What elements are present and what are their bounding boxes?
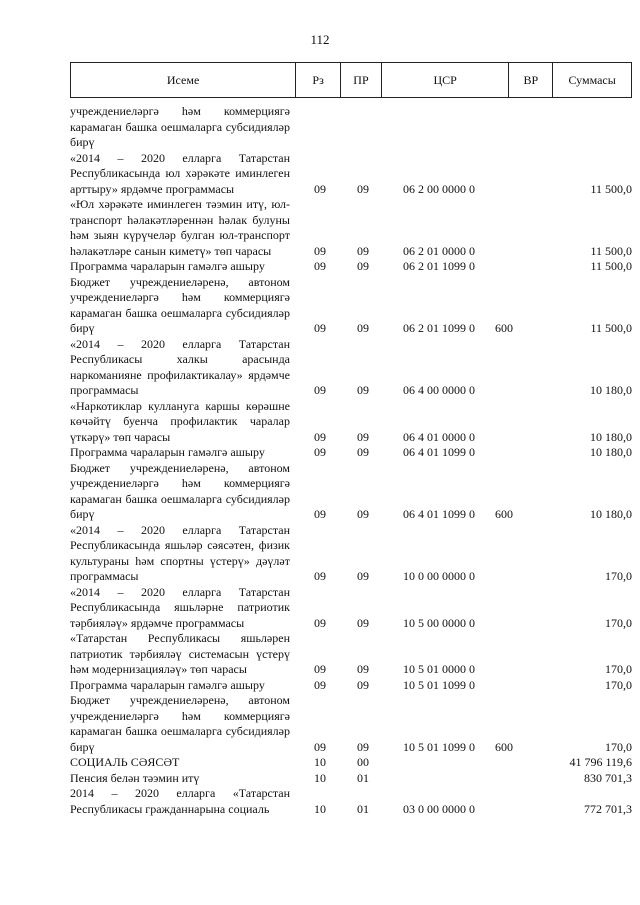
table-row	[70, 197, 632, 259]
table-row	[70, 151, 632, 198]
row-sum: 10 180,0	[590, 507, 632, 521]
row-name: «2014 – 2020 елларга Татарстан Республикасында юл хәрәкәте иминлеген арттыру» ярдәмче программасы	[70, 150, 290, 196]
header-name: Исеме	[71, 63, 296, 97]
table-row	[70, 523, 632, 585]
row-pr: 00	[357, 755, 369, 769]
table-row	[70, 337, 632, 399]
row-vr: 600	[495, 739, 513, 754]
row-name: 2014 – 2020 елларга «Татарстан Республикасы гражданнарына социаль	[70, 786, 290, 816]
row-name: «2014 – 2020 елларга Татарстан Республикасында яшьләрне патриотик тәрбияләү» ярдәмче программасы	[70, 584, 290, 630]
row-sum: 11 500,0	[590, 321, 632, 335]
row-sum: 170,0	[605, 677, 632, 692]
row-sum: 170,0	[605, 662, 632, 676]
row-pr: 09	[357, 181, 369, 196]
row-pr: 09	[357, 507, 369, 521]
row-name: «2014 – 2020 елларга Татарстан Республикасы халкы арасында наркоманияне профилактикалау» ярдәмче программасы	[70, 336, 290, 397]
row-rz: 10	[314, 755, 326, 769]
row-name: «Юл хәрәкәте иминлеген тәэмин итү, юл-транспорт һәлакәтләреннән һәлак булуны һәм зыян күрүчеләр булган юл-транспорт һәлакәтләре санын киметү» төп чарасы	[70, 197, 290, 258]
row-csr: 06 4 01 0000 0	[403, 429, 475, 444]
row-name: Бюджет учреждениеләренә, автоном учреждениеләргә һәм коммерциягә карамаган башка оешмаларга субсидияләр бирү	[70, 693, 290, 754]
table-row	[70, 259, 632, 275]
row-csr: 06 2 00 0000 0	[403, 181, 475, 196]
table-row	[70, 399, 632, 446]
row-rz: 09	[314, 507, 326, 521]
row-rz: 09	[314, 677, 326, 692]
row-csr: 06 2 01 1099 0	[403, 321, 475, 335]
table-row	[70, 445, 632, 461]
table-header	[70, 62, 632, 98]
row-csr: 06 4 01 1099 0	[403, 445, 475, 459]
row-name: «Татарстан Республикасы яшьләрен патриотик тәрбияләү системасын үстерү һәм модернизацияләү» төп чарасы	[70, 631, 290, 676]
row-csr: 10 5 01 0000 0	[403, 662, 475, 676]
row-rz: 10	[314, 801, 326, 816]
row-pr: 09	[357, 243, 369, 258]
row-name: учреждениеләргә һәм коммерциягә карамаган башка оешмаларга субсидияләр бирү	[70, 104, 290, 149]
row-rz: 09	[314, 321, 326, 335]
row-rz: 09	[314, 259, 326, 273]
table-row	[70, 631, 632, 678]
row-pr: 09	[357, 383, 369, 397]
row-name: «Наркотиклар куллануга каршы көрәшне көчәйтү буенча профилактик чаралар үткәрү» төп чарасы	[70, 398, 290, 444]
row-pr: 09	[357, 259, 369, 273]
row-rz: 09	[314, 615, 326, 630]
row-csr: 03 0 00 0000 0	[403, 801, 475, 816]
row-rz: 09	[314, 181, 326, 196]
row-rz: 09	[314, 569, 326, 583]
row-rz: 10	[314, 770, 326, 785]
row-rz: 09	[314, 662, 326, 676]
row-pr: 09	[357, 321, 369, 335]
row-sum: 11 500,0	[590, 259, 632, 273]
row-pr: 09	[357, 429, 369, 444]
row-name: Бюджет учреждениеләренә, автоном учреждениеләргә һәм коммерциягә карамаган башка оешмаларга субсидияләр бирү	[70, 460, 290, 521]
row-pr: 09	[357, 677, 369, 692]
row-sum: 170,0	[605, 569, 632, 583]
row-sum: 11 500,0	[590, 181, 632, 196]
row-sum: 41 796 119,6	[569, 755, 632, 769]
row-sum: 11 500,0	[590, 243, 632, 258]
row-name: Бюджет учреждениеләренә, автоном учреждениеләргә һәм коммерциягә карамаган башка оешмаларга субсидияләр бирү	[70, 274, 290, 335]
row-name: Программа чараларын гамәлгә ашыру	[70, 259, 265, 273]
table-row	[70, 585, 632, 632]
row-vr: 600	[495, 321, 513, 335]
header-sum: Суммасы	[568, 72, 616, 87]
row-csr: 10 5 01 1099 0	[403, 739, 475, 754]
row-csr: 06 4 01 1099 0	[403, 507, 475, 521]
row-csr: 06 2 01 1099 0	[403, 259, 475, 273]
row-sum: 10 180,0	[590, 445, 632, 459]
row-name: СОЦИАЛЬ СӘЯСӘТ	[70, 755, 180, 769]
header-vr: ВР	[509, 63, 553, 97]
row-sum: 10 180,0	[590, 383, 632, 397]
table-row	[70, 693, 632, 755]
row-sum: 830 701,3	[584, 770, 632, 785]
row-pr: 01	[357, 770, 369, 785]
row-sum: 10 180,0	[590, 429, 632, 444]
table-row	[70, 461, 632, 523]
table-body	[70, 104, 632, 817]
table-row	[70, 275, 632, 337]
row-rz: 09	[314, 383, 326, 397]
header-csr: ЦСР	[382, 63, 510, 97]
row-pr: 09	[357, 445, 369, 459]
row-rz: 09	[314, 445, 326, 459]
row-csr: 06 2 01 0000 0	[403, 243, 475, 258]
header-rz: Рз	[296, 63, 341, 97]
row-name: Пенсия белән тәэмин итү	[70, 770, 200, 785]
row-rz: 09	[314, 429, 326, 444]
table-row	[70, 678, 632, 694]
row-vr: 600	[495, 507, 513, 521]
row-sum: 170,0	[605, 739, 632, 754]
page-number: 112	[310, 32, 330, 47]
table-row	[70, 755, 632, 771]
row-csr: 06 4 00 0000 0	[403, 383, 475, 397]
table-row	[70, 104, 632, 151]
row-pr: 09	[357, 615, 369, 630]
table-row	[70, 786, 632, 817]
row-pr: 09	[357, 739, 369, 754]
row-rz: 09	[314, 243, 326, 258]
row-pr: 01	[357, 801, 369, 816]
row-rz: 09	[314, 739, 326, 754]
row-csr: 10 0 00 0000 0	[403, 569, 475, 583]
row-pr: 09	[357, 569, 369, 583]
header-pr: ПР	[341, 63, 382, 97]
row-pr: 09	[357, 662, 369, 676]
row-sum: 170,0	[605, 615, 632, 630]
row-name: Программа чараларын гамәлгә ашыру	[70, 445, 265, 459]
row-name: «2014 – 2020 елларга Татарстан Республикасында яшьләр сәясәтен, физик культураны һәм спортны үстерү» дәүләт программасы	[70, 522, 290, 583]
row-sum: 772 701,3	[584, 801, 632, 816]
table-row	[70, 771, 632, 787]
row-csr: 10 5 00 0000 0	[403, 615, 475, 630]
row-csr: 10 5 01 1099 0	[403, 677, 475, 692]
row-name: Программа чараларын гамәлгә ашыру	[70, 677, 265, 692]
